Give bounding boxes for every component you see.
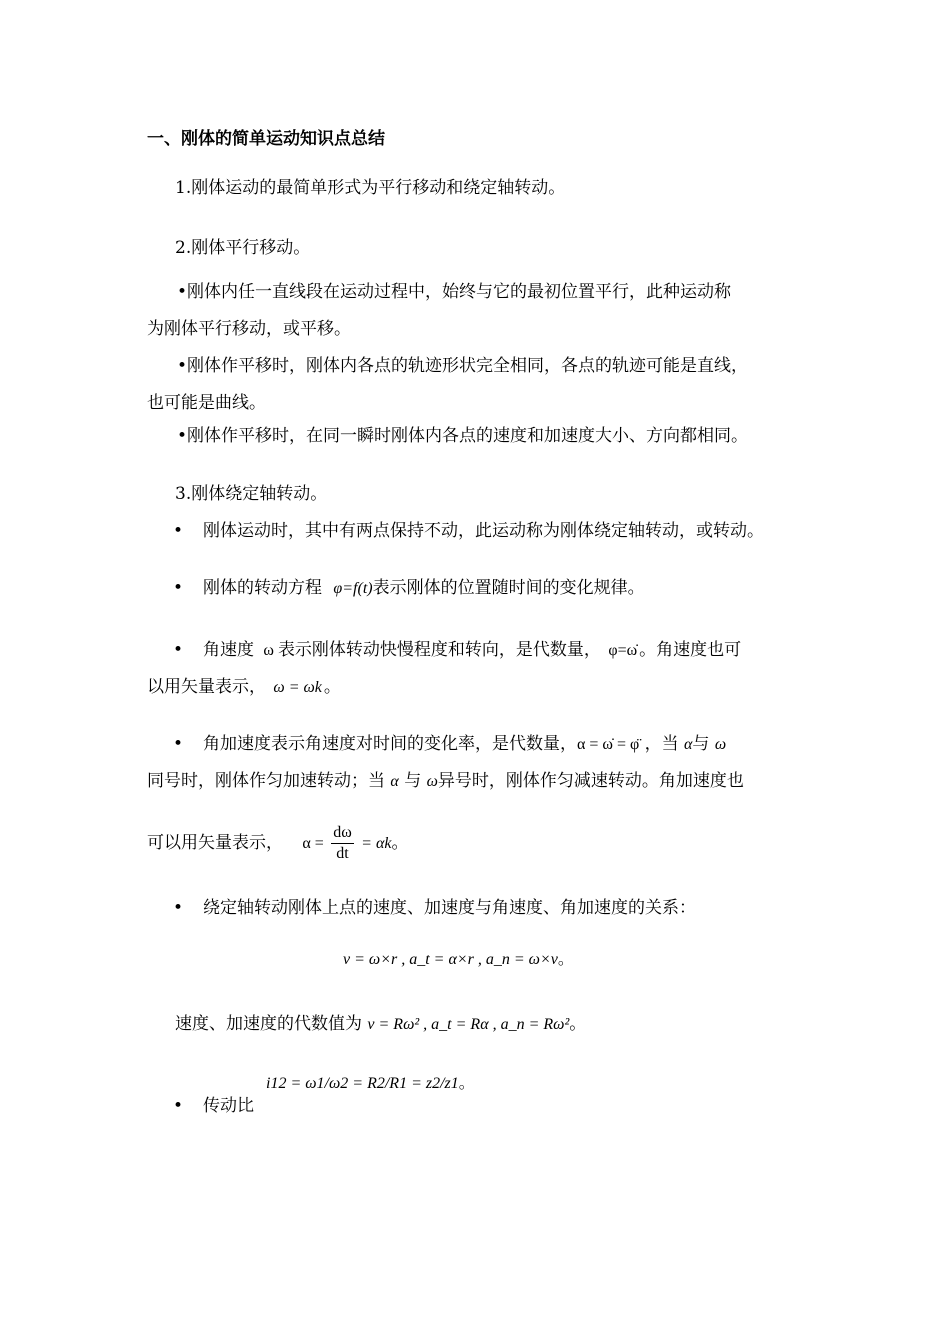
item-text: 刚体运动时，其中有两点保持不动，此运动称为刚体绕定轴转动，或转动。: [203, 521, 764, 541]
section2-bullet-1: [147, 274, 807, 348]
equation: ω = ωk: [273, 679, 322, 696]
transmission-ratio-equation: [266, 1070, 475, 1093]
item-text: [203, 726, 726, 763]
section3-item-4: [147, 726, 807, 800]
line: [147, 763, 807, 800]
text: 表示刚体转动快慢程度和转向，是代数量，: [277, 640, 601, 660]
equation-lhs: α =: [302, 835, 324, 852]
text: 。: [391, 833, 409, 853]
text: 传动比: [203, 1096, 254, 1116]
text: 可以用矢量表示，: [147, 833, 283, 853]
item-text: 绕定轴转动刚体上点的速度、加速度与角速度、角加速度的关系：: [203, 898, 696, 918]
equation-rhs: = αk: [361, 835, 392, 852]
section-title: 一、刚体的简单运动知识点总结: [147, 129, 385, 149]
bullet: •: [173, 521, 184, 541]
text: 。: [557, 951, 574, 968]
text: 。: [323, 677, 341, 697]
line: [147, 669, 807, 706]
text: 与: [404, 771, 422, 791]
item-text: [203, 632, 741, 669]
paragraph-1: 1.刚体运动的最简单形式为平行移动和绕定轴转动。: [175, 178, 566, 198]
equation: i12 = ω1/ω2 = R2/R1 = z2/z1: [266, 1075, 459, 1092]
text: ，当: [644, 734, 679, 754]
line: [147, 726, 807, 763]
alpha-symbol: α: [684, 736, 693, 753]
text: 。: [569, 1014, 587, 1034]
section3-item-4-line3: [147, 818, 807, 869]
line: 也可能是曲线。: [147, 393, 266, 413]
bullet: •: [173, 578, 184, 598]
text: 异号时，刚体作匀减速转动。角加速度也: [437, 771, 744, 791]
section3-heading: 3.刚体绕定轴转动。: [175, 484, 328, 504]
algebraic-values: [147, 1012, 835, 1037]
text: 表示刚体的位置随时间的变化规律。: [372, 578, 645, 598]
item-text: [203, 576, 645, 601]
omega-symbol: ω: [263, 642, 274, 659]
bullet: •: [173, 734, 184, 754]
alpha-symbol: α: [390, 773, 399, 790]
line: •刚体作平移时，刚体内各点的轨迹形状完全相同，各点的轨迹可能是直线，: [177, 356, 749, 376]
bullet: •: [173, 898, 184, 918]
vector-equation: [343, 948, 574, 972]
text: 同号时，刚体作匀加速转动；当: [147, 771, 385, 791]
text: 刚体的转动方程: [203, 578, 322, 598]
section2-heading: 2.刚体平行移动。: [175, 238, 311, 258]
bullet: •: [173, 1096, 184, 1116]
line: •刚体内任一直线段在运动过程中，始终与它的最初位置平行，此种运动称: [177, 282, 732, 302]
equation: v = Rω² , a_t = Rα , a_n = Rω²: [367, 1016, 570, 1033]
text: 角加速度表示角速度对时间的变化率，是代数量，: [203, 734, 577, 754]
numerator: dω: [331, 823, 354, 844]
text: 与: [692, 734, 710, 754]
equation: φ=ω̇: [608, 642, 638, 659]
section2-bullet-3: •刚体作平移时，在同一瞬时刚体内各点的速度和加速度大小、方向都相同。: [177, 426, 749, 446]
line: [147, 632, 807, 669]
text: 角速度: [203, 640, 254, 660]
text: 。: [458, 1075, 475, 1092]
bullet: •: [173, 640, 184, 660]
omega-symbol: ω: [426, 773, 438, 790]
fraction: [331, 823, 354, 864]
equation: α = ω̇ = φ̈: [577, 736, 640, 753]
section2-bullet-2: [147, 348, 807, 422]
item-text: [203, 1094, 254, 1118]
equation: v = ω×r , a_t = α×r , a_n = ω×v: [343, 951, 558, 968]
denominator: dt: [336, 845, 349, 862]
text: 。角速度也可: [639, 640, 742, 660]
text: 以用矢量表示，: [147, 677, 266, 697]
equation: φ=f(t): [333, 580, 373, 597]
omega-symbol: ω: [714, 736, 727, 753]
section3-item-3: [147, 632, 807, 706]
text: 速度、加速度的代数值为: [175, 1014, 362, 1034]
line: 为刚体平行移动，或平移。: [147, 319, 351, 339]
